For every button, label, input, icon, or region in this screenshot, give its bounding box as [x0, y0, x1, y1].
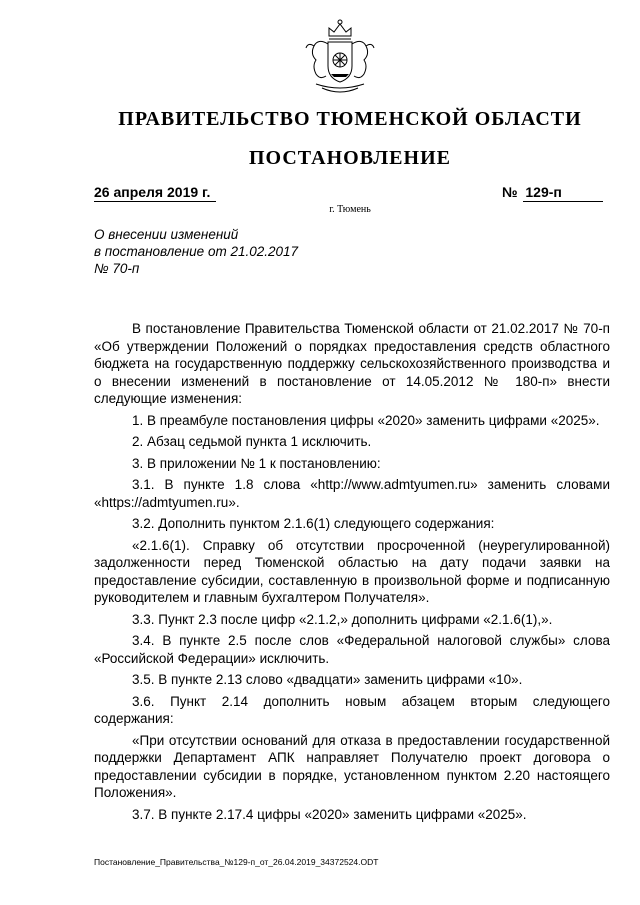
subject-line: № 70-п	[94, 261, 140, 276]
body-paragraph: 1. В преамбуле постановления цифры «2020» заменить цифрами «2025».	[132, 412, 600, 428]
body-paragraph: 3.5. В пункте 2.13 слово «двадцати» заменить цифрами «10».	[132, 672, 523, 687]
document-type: ПОСТАНОВЛЕНИЕ	[249, 147, 451, 169]
document-number: № 129-п	[502, 184, 562, 200]
subject-line: в постановление от 21.02.2017	[94, 244, 299, 259]
body-paragraph: 3.1. В пункте 1.8 слова «http://www.admtyumen.ru» заменить словами «https://admtyumen.ru».	[94, 477, 610, 510]
body-paragraph: 3.4. В пункте 2.5 после слов «Федеральной налоговой службы» слова «Российской Федерации» исключить.	[94, 633, 610, 666]
document-date: 26 апреля 2019 г.	[94, 184, 211, 200]
body-paragraph: 3.2. Дополнить пунктом 2.1.6(1) следующего содержания:	[132, 516, 495, 531]
footer-filename: Постановление_Правительства_№129-п_от_26.04.2019_34372524.ODT	[94, 857, 379, 867]
coat-of-arms-icon	[298, 14, 382, 98]
government-title: ПРАВИТЕЛЬСТВО ТЮМЕНСКОЙ ОБЛАСТИ	[118, 108, 582, 130]
body-paragraph: В постановление Правительства Тюменской области от 21.02.2017 № 70-п «Об утверждении Положений о порядках предоставления средств областного бюджета на государственную поддержку сельскохозяйственного производства и о внесении изменений в постановление от 14.05.2012 № 180-п» внести следующие изменения:	[94, 321, 610, 406]
body-paragraph: 2. Абзац седьмой пункта 1 исключить.	[132, 434, 372, 449]
date-underline	[94, 201, 216, 202]
document-body	[94, 320, 610, 827]
body-paragraph: «2.1.6(1). Справку об отсутствии просроченной (неурегулированной) задолженности перед Тюменской областью на дату подачи заявки на предоставление субсидии, составленную в произвольной форме и подписанную руководителем и главным бухгалтером Получателя».	[94, 537, 610, 605]
subject-line: О внесении изменений	[94, 227, 239, 242]
body-paragraph: 3.3. Пункт 2.3 после цифр «2.1.2,» дополнить цифрами «2.1.6(1),».	[132, 611, 553, 627]
city: г. Тюмень	[329, 204, 371, 215]
body-paragraph: 3.7. В пункте 2.17.4 цифры «2020» заменить цифрами «2025».	[132, 806, 527, 822]
document-subject	[94, 226, 298, 277]
body-paragraph: 3. В приложении № 1 к постановлению:	[132, 455, 381, 471]
number-underline	[523, 201, 603, 202]
body-paragraph: «При отсутствии оснований для отказа в предоставлении государственной поддержки Департамент АПК направляет Получателю проект договора о предоставлении субсидии в порядке, установленном пунктом 2.20 настоящего Положения».	[94, 732, 610, 800]
body-paragraph: 3.6. Пункт 2.14 дополнить новым абзацем вторым следующего содержания:	[94, 693, 610, 726]
